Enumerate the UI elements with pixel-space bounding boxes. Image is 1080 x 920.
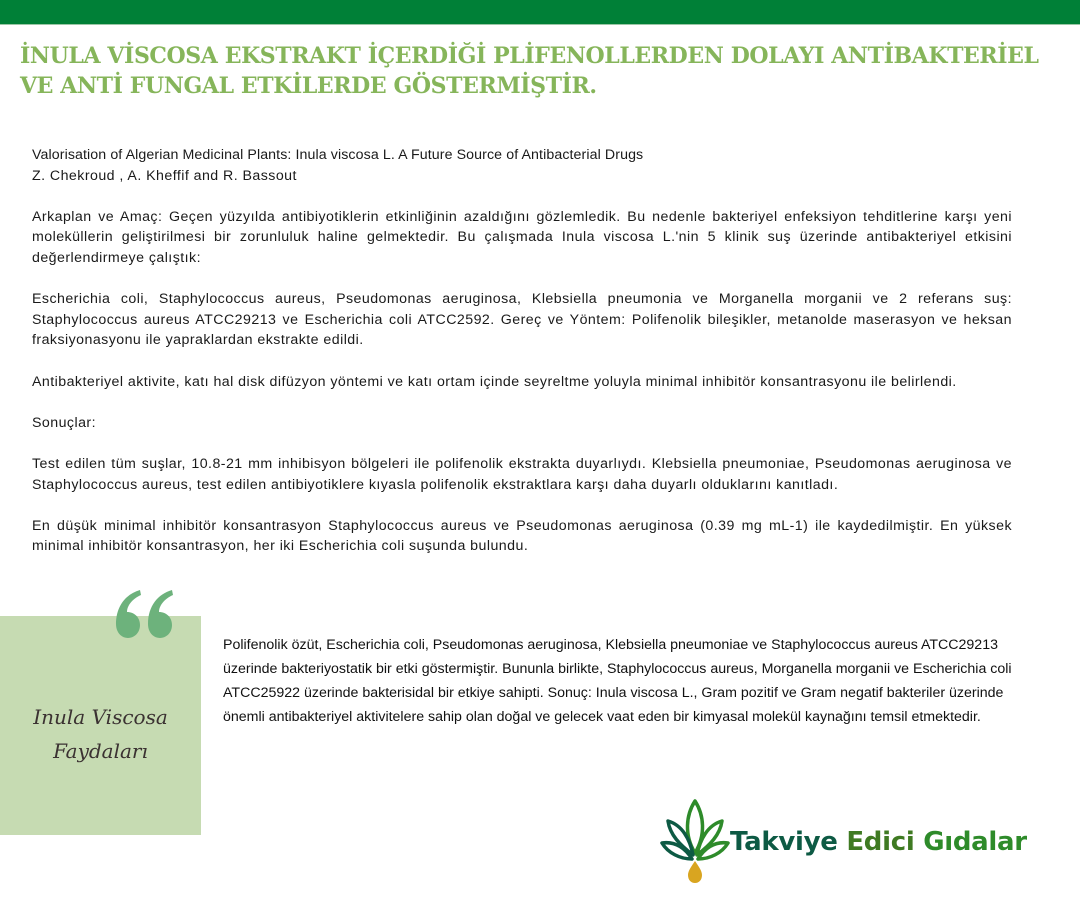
brand-name <box>730 825 1027 859</box>
top-banner-divider <box>0 24 1080 25</box>
article-results-heading: Sonuçlar: <box>32 414 96 431</box>
reference-authors: Z. Chekroud , A. Kheffif and R. Bassout <box>32 167 297 184</box>
brand-word-2: Edici <box>846 827 915 857</box>
quote-title-line1: Inula Viscosa <box>33 705 168 729</box>
brand-word-3: Gıdalar <box>923 827 1027 857</box>
reference-title: Valorisation of Algerian Medicinal Plants: Inula viscosa L. A Future Source of Antibacterial Drugs <box>32 147 644 163</box>
benefits-text: Polifenolik özüt, Escherichia coli, Pseudomonas aeruginosa, Klebsiella pneumoniae ve Staphylococcus aureus ATCC29213 üzerinde bakteriyostatik bir etki göstermiştir. Bununla birlikte, Staphylococcus aureus, Morganella morganii ve Escherichia coli ATCC25922 üzerinde bakterisidal bir etkiye sahipti. Sonuç: Inula viscosa L., Gram pozitif ve Gram negatif bakteriler üzerinde önemli antibakteriyel aktivitelere sahip olan doğal ve gelecek vaat eden bir kimyasal molekül kaynağını temsil etmektedir. <box>223 637 1012 725</box>
article-paragraph-mic: En düşük minimal inhibitör konsantrasyon Staphylococcus aureus ve Pseudomonas aeruginosa (0.39 mg mL-1) ile kaydedilmiştir. En yüksek minimal inhibitör konsantrasyon, her iki Escherichia coli suşunda bulundu. <box>32 517 1012 555</box>
quote-open-icon <box>112 584 178 644</box>
article-body <box>32 145 1012 557</box>
quote-title-line2: Faydaları <box>53 739 148 763</box>
quote-title <box>0 700 201 768</box>
brand-word-1: Takviye <box>730 827 838 857</box>
top-banner-bar <box>0 0 1080 24</box>
leaf-drop-logo-icon <box>660 795 730 885</box>
page-headline: İNULA VİSCOSA EKSTRAKT İÇERDİĞİ PLİFENOLLERDEN DOLAYI ANTİBAKTERİEL VE ANTİ FUNGAL ETKİLERDE GÖSTERMİŞTİR. <box>20 43 1039 99</box>
article-paragraph-results: Test edilen tüm suşlar, 10.8-21 mm inhibisyon bölgeleri ile polifenolik ekstrakta duyarlıydı. Klebsiella pneumoniae, Pseudomonas aeruginosa ve Staphylococcus aureus, test edilen antibiyotiklere kıyasla polifenolik ekstraktlara karşı daha duyarlı olduklarını kanıtladı. <box>32 455 1012 493</box>
article-paragraph-background: Arkaplan ve Amaç: Geçen yüzyılda antibiyotiklerin etkinliğinin azaldığını gözlemledik. Bu nedenle bakteriyel enfeksiyon tehditlerine karşı yeni moleküllerin geliştirilmesi bir zorunluluk haline gelmektedir. Bu çalışmada Inula viscosa L.'nin 5 klinik suş üzerinde antibakteriyel etkisini değerlendirmeye çalıştık: <box>32 208 1012 266</box>
article-paragraph-activity: Antibakteriyel aktivite, katı hal disk difüzyon yöntemi ve katı ortam içinde seyreltme yoluyla minimal inhibitör konsantrasyonu ile belirlendi. <box>32 373 957 390</box>
brand-logo <box>660 795 1040 885</box>
article-paragraph-strains: Escherichia coli, Staphylococcus aureus, Pseudomonas aeruginosa, Klebsiella pneumonia ve Morganella morganii ve 2 referans suş: Staphylococcus aureus ATCC29213 ve Escherichia coli ATCC2592. Gereç ve Yöntem: Polifenolik bileşikler, metanolde maserasyon ve heksan fraksiyonasyonu ile yapraklardan ekstrakte edildi. <box>32 291 1012 349</box>
